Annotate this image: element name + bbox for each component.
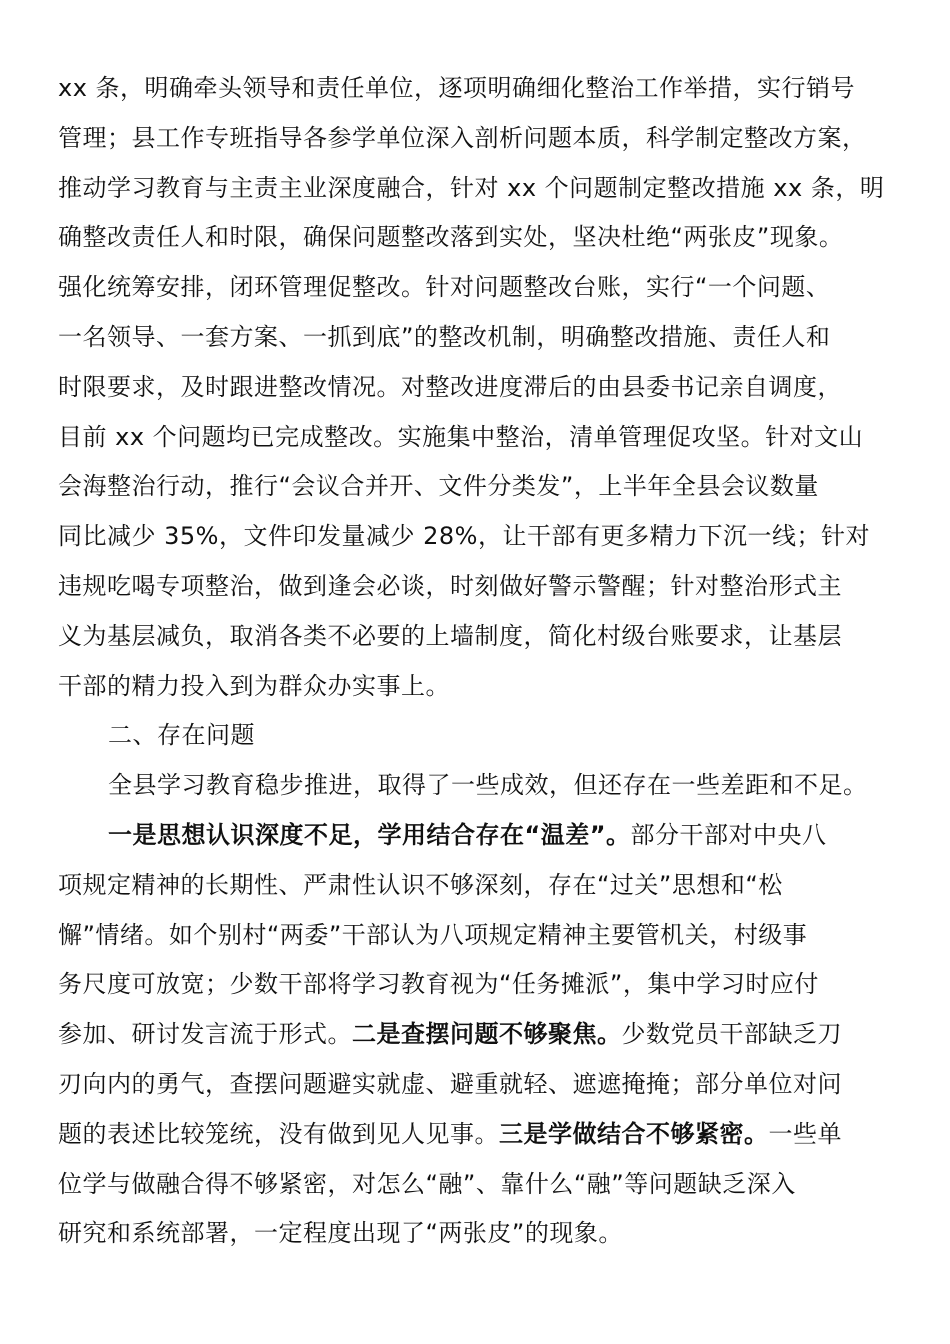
text-run: 务尺度可放宽；少数干部将学习教育视为“任务摊派”，集中学习时应付 — [58, 970, 819, 999]
text-run: 项规定精神的长期性、严肃性认识不够深刻，存在“过关”思想和“松 — [58, 870, 783, 899]
text-run: 推动学习教育与主责主业深度融合，针对 xx 个问题制定整改措施 xx 条，明 — [58, 173, 885, 202]
text-run: xx 条，明确牵头领导和责任单位，逐项明确细化整治工作举措，实行销号 — [58, 74, 856, 102]
text-line-9 — [58, 462, 892, 512]
bold-run: 二是查摆问题不够聚焦。 — [352, 1020, 622, 1049]
text-line-2 — [58, 114, 892, 164]
text-line-8 — [58, 413, 892, 463]
text-line-20 — [58, 1010, 892, 1060]
section-heading — [58, 711, 892, 761]
text-line-12 — [58, 612, 892, 662]
text-run: 违规吃喝专项整治，做到逢会必谈，时刻做好警示警醒；针对整治形式主 — [58, 571, 842, 600]
text-line-3 — [58, 164, 892, 214]
text-line-11 — [58, 562, 892, 612]
text-line-16 — [58, 811, 892, 861]
text-line-15 — [58, 761, 892, 811]
text-run: 时限要求，及时跟进整改情况。对整改进度滞后的由县委书记亲自调度， — [58, 372, 842, 401]
bold-run: 三是学做结合不够紧密。 — [499, 1119, 769, 1148]
text-run: 二、存在问题 — [108, 721, 255, 750]
text-run: 全县学习教育稳步推进，取得了一些成效，但还存在一些差距和不足。 — [108, 771, 868, 800]
text-run: 管理；县工作专班指导各参学单位深入剖析问题本质，科学制定整改方案， — [58, 123, 867, 152]
text-run: 位学与做融合得不够紧密，对怎么“融”、靠什么“融”等问题缺乏深入 — [58, 1169, 796, 1198]
text-run: 确整改责任人和时限，确保问题整改落到实处，坚决杜绝“两张皮”现象。 — [58, 223, 844, 252]
text-line-4 — [58, 213, 892, 263]
text-line-13 — [58, 662, 892, 712]
text-line-5 — [58, 263, 892, 313]
text-run: 会海整治行动，推行“会议合并开、文件分类发”，上半年全县会议数量 — [58, 472, 819, 501]
text-line-18 — [58, 911, 892, 961]
text-line-6 — [58, 313, 892, 363]
bold-run: 一是思想认识深度不足，学用结合存在“温差”。 — [108, 820, 631, 849]
text-run: 懈”情绪。如个别村“两委”干部认为八项规定精神主要管机关，村级事 — [58, 920, 808, 949]
text-run: 参加、研讨发言流于形式。 — [58, 1020, 352, 1049]
text-line-24 — [58, 1209, 892, 1259]
text-run: 一些单 — [768, 1119, 842, 1148]
text-run: 题的表述比较笼统，没有做到见人见事。 — [58, 1119, 499, 1148]
text-line-22 — [58, 1110, 892, 1160]
text-run: 义为基层减负，取消各类不必要的上墙制度，简化村级台账要求，让基层 — [58, 621, 842, 650]
text-line-17 — [58, 861, 892, 911]
text-line-7 — [58, 363, 892, 413]
text-line-10 — [58, 512, 892, 562]
text-run: 少数党员干部缺乏刀 — [621, 1020, 842, 1049]
text-run: 强化统筹安排，闭环管理促整改。针对问题整改台账，实行“一个问题、 — [58, 273, 831, 302]
text-line-19 — [58, 960, 892, 1010]
document-body — [58, 64, 892, 1259]
text-run: 一名领导、一套方案、一抓到底”的整改机制，明确整改措施、责任人和 — [58, 322, 831, 351]
text-run: 刃向内的勇气，查摆问题避实就虚、避重就轻、遮遮掩掩；部分单位对问 — [58, 1069, 842, 1098]
text-run: 干部的精力投入到为群众办实事上。 — [58, 671, 450, 700]
text-run: 目前 xx 个问题均已完成整改。实施集中整治，清单管理促攻坚。针对文山 — [58, 422, 864, 451]
text-run: 同比减少 35%，文件印发量减少 28%，让干部有更多精力下沉一线；针对 — [58, 522, 870, 551]
text-line-21 — [58, 1060, 892, 1110]
text-run: 部分干部对中央八 — [630, 820, 827, 849]
text-line-1 — [58, 64, 892, 114]
text-run: 研究和系统部署，一定程度出现了“两张皮”的现象。 — [58, 1219, 623, 1248]
text-line-23 — [58, 1160, 892, 1210]
